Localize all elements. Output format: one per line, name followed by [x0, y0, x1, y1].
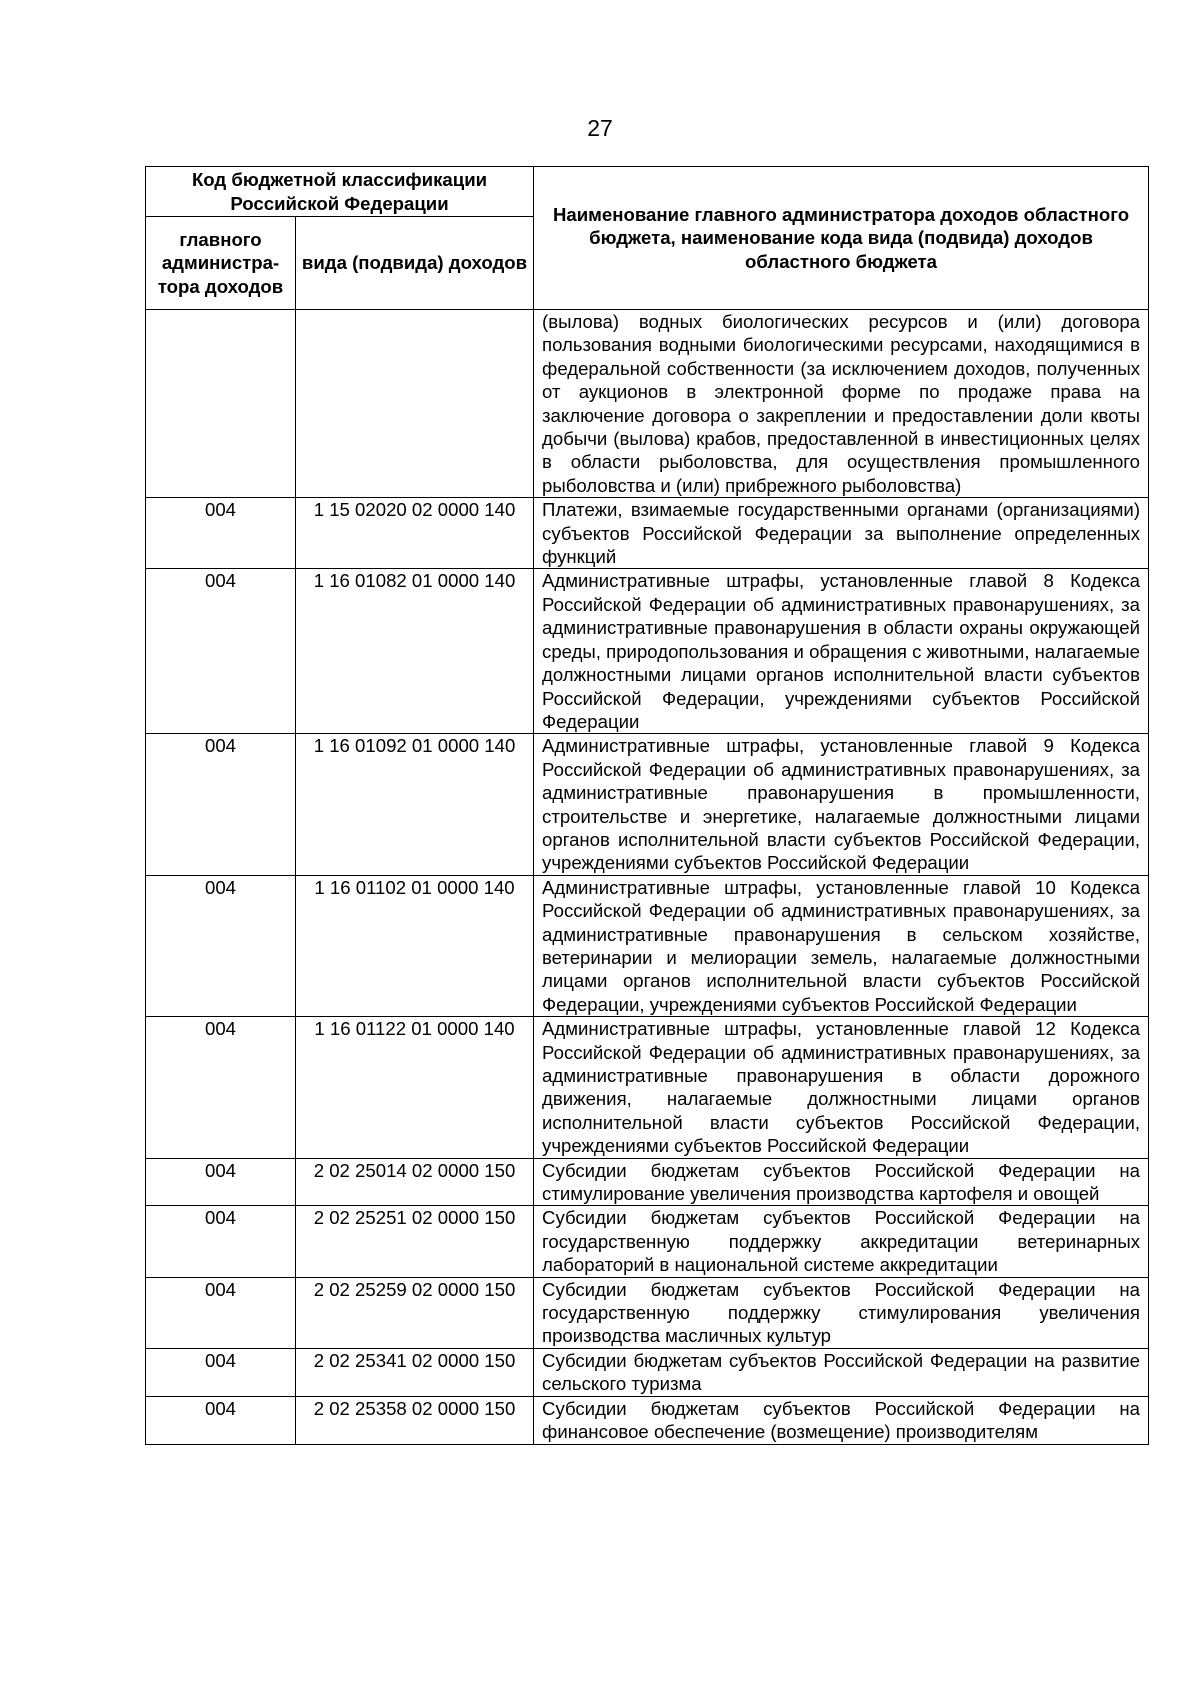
page-number: 27 [587, 115, 613, 141]
income-description-cell: Административные штрафы, установленные главой 9 Кодекса Российской Федерации об административных правонарушениях, за административные правонарушения в промышленности, строительстве и энергетике, налагаемые должностными лицами органов исполнительной власти субъектов Российской Федерации, учреждениями субъектов Российской Федерации [534, 734, 1149, 875]
income-description-cell: Субсидии бюджетам субъектов Российской Федерации на государственную поддержку стимулирования увеличения производства масличных культур [534, 1277, 1149, 1348]
header-classification-code: Код бюджетной классификации Российской Федерации [146, 167, 534, 217]
admin-code-cell: 004 [146, 1348, 296, 1396]
table-row [146, 1206, 1149, 1277]
table-row [146, 569, 1149, 734]
income-description-cell: Административные штрафы, установленные главой 8 Кодекса Российской Федерации об административных правонарушениях, за административные правонарушения в области охраны окружающей среды, природопользования и обращения с животными, налагаемые должностными лицами органов исполнительной власти субъектов Российской Федерации, учреждениями субъектов Российской Федерации [534, 569, 1149, 734]
header-main-administrator: главного администра-тора доходов [146, 217, 296, 310]
table-header [146, 167, 1149, 310]
table-row [146, 310, 1149, 498]
income-description-cell: Субсидии бюджетам субъектов Российской Федерации на развитие сельского туризма [534, 1348, 1149, 1396]
table-row [146, 734, 1149, 875]
table-body [146, 310, 1149, 1445]
income-code-cell: 2 02 25358 02 0000 150 [296, 1396, 534, 1444]
income-code-cell: 2 02 25341 02 0000 150 [296, 1348, 534, 1396]
admin-code-cell: 004 [146, 875, 296, 1016]
admin-code-cell: 004 [146, 734, 296, 875]
income-description-cell: Платежи, взимаемые государственными органами (организациями) субъектов Российской Федерации за выполнение определенных функций [534, 498, 1149, 569]
budget-classification-table [145, 166, 1149, 1445]
income-code-cell: 1 15 02020 02 0000 140 [296, 498, 534, 569]
table-row [146, 1017, 1149, 1158]
table-row [146, 1277, 1149, 1348]
table-row [146, 1396, 1149, 1444]
income-description-cell: Субсидии бюджетам субъектов Российской Федерации на стимулирование увеличения производства картофеля и овощей [534, 1158, 1149, 1206]
income-description-cell: Административные штрафы, установленные главой 10 Кодекса Российской Федерации об административных правонарушениях, за административные правонарушения в сельском хозяйстве, ветеринарии и мелиорации земель, налагаемые должностными лицами органов исполнительной власти субъектов Российской Федерации, учреждениями субъектов Российской Федерации [534, 875, 1149, 1016]
income-code-cell: 1 16 01102 01 0000 140 [296, 875, 534, 1016]
table-row [146, 875, 1149, 1016]
income-description-cell: (вылова) водных биологических ресурсов и (или) договора пользования водными биологическими ресурсами, находящимися в федеральной собственности (за исключением доходов, полученных от аукционов в электронной форме по продаже права на заключение договора о закреплении и предоставлении доли квоты добычи (вылова) крабов, предоставленной в инвестиционных целях в области рыболовства, для осуществления промышленного рыболовства и (или) прибрежного рыболовства) [534, 310, 1149, 498]
income-description-cell: Субсидии бюджетам субъектов Российской Федерации на финансовое обеспечение (возмещение) производителям [534, 1396, 1149, 1444]
header-administrator-name: Наименование главного администратора доходов областного бюджета, наименование кода вида (подвида) доходов областного бюджета [534, 167, 1149, 310]
table-row [146, 1158, 1149, 1206]
income-code-cell: 1 16 01122 01 0000 140 [296, 1017, 534, 1158]
table-row [146, 498, 1149, 569]
income-code-cell: 2 02 25014 02 0000 150 [296, 1158, 534, 1206]
header-income-kind: вида (подвида) доходов [296, 217, 534, 310]
income-code-cell: 1 16 01092 01 0000 140 [296, 734, 534, 875]
income-code-cell: 2 02 25251 02 0000 150 [296, 1206, 534, 1277]
income-description-cell: Административные штрафы, установленные главой 12 Кодекса Российской Федерации об административных правонарушениях, за административные правонарушения в области дорожного движения, налагаемые должностными лицами органов исполнительной власти субъектов Российской Федерации, учреждениями субъектов Российской Федерации [534, 1017, 1149, 1158]
admin-code-cell: 004 [146, 1158, 296, 1206]
income-description-cell: Субсидии бюджетам субъектов Российской Федерации на государственную поддержку аккредитации ветеринарных лабораторий в национальной системе аккредитации [534, 1206, 1149, 1277]
admin-code-cell: 004 [146, 498, 296, 569]
admin-code-cell: 004 [146, 569, 296, 734]
admin-code-cell: 004 [146, 1396, 296, 1444]
table-row [146, 1348, 1149, 1396]
admin-code-cell: 004 [146, 1017, 296, 1158]
income-code-cell: 2 02 25259 02 0000 150 [296, 1277, 534, 1348]
income-code-cell [296, 310, 534, 498]
income-code-cell: 1 16 01082 01 0000 140 [296, 569, 534, 734]
admin-code-cell: 004 [146, 1206, 296, 1277]
admin-code-cell: 004 [146, 1277, 296, 1348]
admin-code-cell [146, 310, 296, 498]
